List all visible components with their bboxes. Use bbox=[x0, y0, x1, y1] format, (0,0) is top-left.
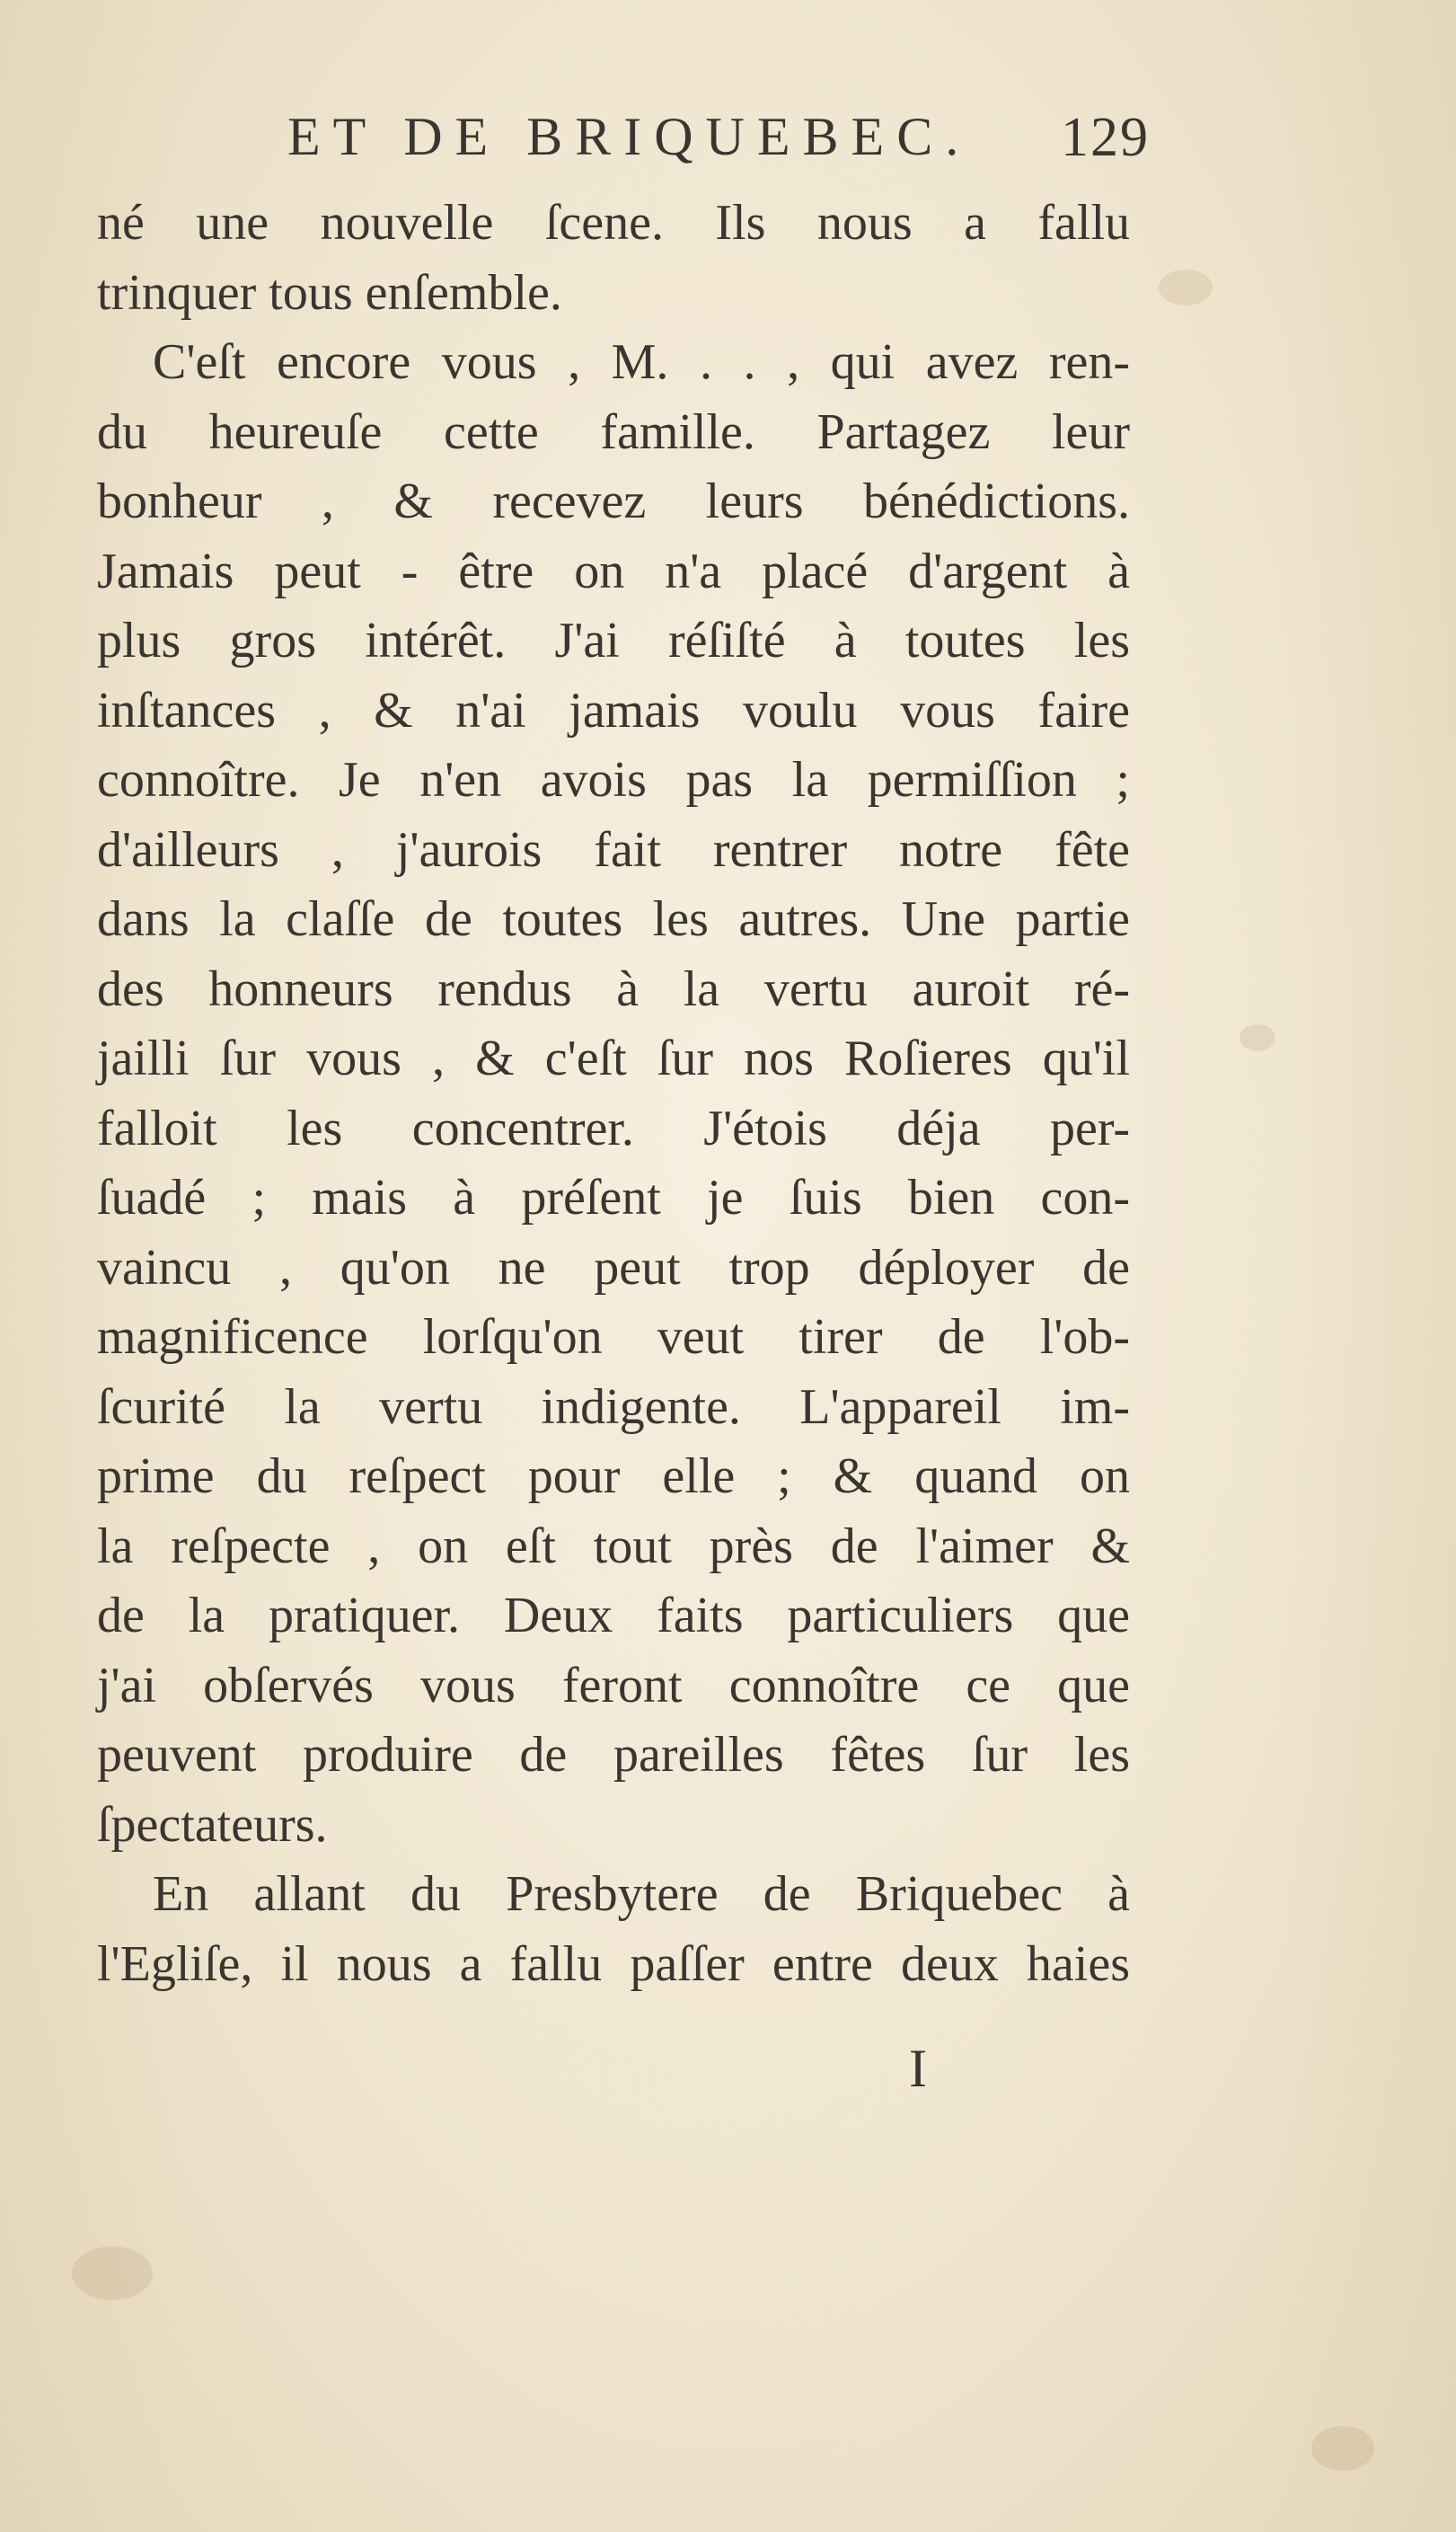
text-line: trinquer tous enſemble. bbox=[97, 264, 562, 321]
text-line: né une nouvelle ſcene. Ils nous a fallu bbox=[97, 195, 1130, 251]
text-line: peuvent produire de pareilles fêtes ſur les bbox=[97, 1727, 1130, 1783]
text-line: connoître. Je n'en avois pas la permiſſion ; bbox=[97, 752, 1130, 808]
text-line: falloit les concentrer. J'étois déja per- bbox=[97, 1100, 1130, 1156]
text-line: dans la claſſe de toutes les autres. Une partie bbox=[97, 891, 1130, 947]
text-line: plus gros intérêt. J'ai réſiſté à toutes les bbox=[97, 613, 1130, 668]
text-line: prime du reſpect pour elle ; & quand on bbox=[97, 1448, 1130, 1504]
text-line: l'Egliſe, il nous a fallu paſſer entre deux haies bbox=[97, 1935, 1130, 1992]
text-line: Jamais peut - être on n'a placé d'argent à bbox=[97, 543, 1130, 599]
paper-stain bbox=[1240, 1024, 1275, 1051]
page-number: 129 bbox=[1061, 107, 1150, 168]
text-line: C'eſt encore vous , M. . . , qui avez ren- bbox=[153, 334, 1130, 390]
text-line: jailli ſur vous , & c'eſt ſur nos Roſieres qu'il bbox=[97, 1031, 1130, 1086]
text-line: j'ai obſervés vous feront connoître ce que bbox=[97, 1657, 1130, 1713]
text-line: En allant du Presbytere de Briquebec à bbox=[153, 1866, 1130, 1922]
page-header bbox=[90, 106, 1150, 169]
body-text bbox=[97, 189, 1130, 1999]
signature-mark: I bbox=[909, 2039, 927, 2098]
text-line: de la pratiquer. Deux faits particuliers que bbox=[97, 1588, 1130, 1643]
text-line: d'ailleurs , j'aurois fait rentrer notre fête bbox=[97, 821, 1130, 878]
text-line: ſuadé ; mais à préſent je ſuis bien con- bbox=[97, 1170, 1130, 1226]
text-line: du heureuſe cette famille. Partagez leur bbox=[97, 403, 1130, 460]
running-title: ET DE BRIQUEBEC. bbox=[287, 107, 972, 166]
text-line: la reſpecte , on eſt tout près de l'aimer & bbox=[97, 1518, 1130, 1574]
text-line: des honneurs rendus à la vertu auroit ré- bbox=[97, 961, 1130, 1017]
paper-stain bbox=[72, 2246, 153, 2300]
text-line: ſpectateurs. bbox=[97, 1796, 328, 1853]
text-line: vaincu , qu'on ne peut trop déployer de bbox=[97, 1239, 1130, 1296]
text-line: ſcurité la vertu indigente. L'appareil im- bbox=[97, 1378, 1130, 1435]
text-line: inſtances , & n'ai jamais voulu vous faire bbox=[97, 682, 1130, 739]
paper-stain bbox=[1159, 270, 1213, 305]
text-line: bonheur , & recevez leurs bénédictions. bbox=[97, 474, 1130, 529]
text-line: magnificence lorſqu'on veut tirer de l'ob- bbox=[97, 1309, 1130, 1365]
paper-stain bbox=[1311, 2426, 1374, 2471]
